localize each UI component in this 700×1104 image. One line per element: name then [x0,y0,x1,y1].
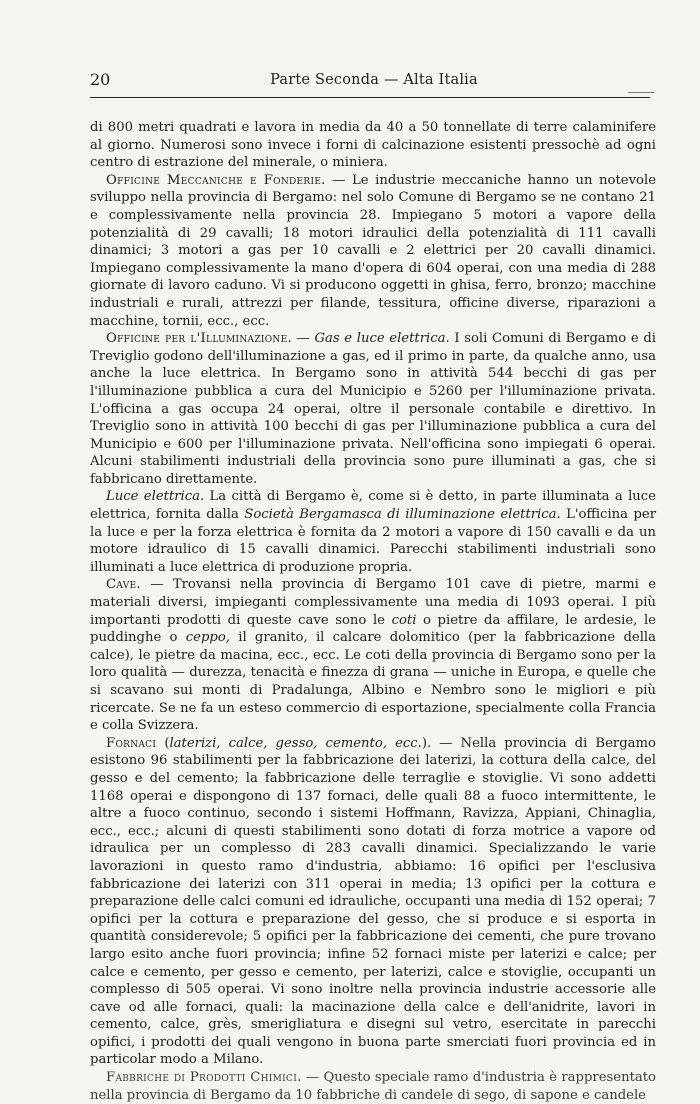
paragraph-text: — Le industrie meccaniche hanno un notevole sviluppo nella provincia di Bergamo: nel solo Comune di Bergamo se ne contano 21 e complessivamente nella provincia 28. Impiegano 5 motori a vapore della potenzialità di 29 cavalli; 18 motori idraulici della potenzialità di 111 cavalli dinamici; 3 motori a gas per 10 cavalli e 2 elettrici per 20 cavalli dinamici. Impiegano complessivamente la mano d'opera di 604 operai, con una media di 288 giornate di lavoro caduno. Vi si producono oggetti in ghisa, ferro, bronzo; macchine industriali e rurali, attrezzi per filande, tessitura, officine diverse, riparazioni a macchine, tornii, ecc., ecc. [90,172,656,329]
body-text [90,119,656,1104]
paragraph-text-end: il granito, il calcare dolomitico (per la fabbricazione della calce), le pietre da macina, ecc., ecc. Le coti della provincia di Bergamo sono per la loro qualità — durezza, tenacità e finezza di grana — uniche in Europa, e quelle che si scavano sui monti di Pradalunga, Albino e Nembro sono le migliori e più ricercate. Se ne fa un esteso commercio di esportazione, specialmente colla Francia e colla Svizzera. [90,630,656,734]
section-heading-lighting-workshops: Officine per l'Illuminazione. [106,331,292,347]
paragraph-lighting-workshops [90,330,656,488]
paragraph-text: — Trovansi nella provincia di Bergamo 101 cave di pietre, marmi e materiali diversi, impieganti complessivamente una media di 1093 operai. I più importanti prodotti di queste cave sono le [90,577,656,628]
paragraph-text: La città di Bergamo è, come si è detto, in parte illuminata a luce elettrica, fornita dalla [90,489,656,523]
paragraph-text: I soli Comuni di Bergamo e di Treviglio godono dell'illuminazione a gas, ed il primo in parte, da qualche anno, usa anche la luce elettrica. In Bergamo sono in attività 544 becchi di gas per l'illuminazione pubblica a cura del Municipio e 5260 per l'illuminazione privata. L'officina a gas occupa 24 operai, oltre il personale contabile e direttivo. In Treviglio sono in attività 100 becchi di gas per l'illuminazione pubblica a cura del Municipio e 600 per l'illuminazione privata. Nell'officina sono impiegati 6 operai. Alcuni stabilimenti industriali della provincia sono pure illuminati a gas, che si fabbricano direttamente. [90,331,656,487]
paragraph-chemical-products [90,1069,656,1104]
section-heading-quarries: Cave. [106,577,141,593]
section-heading-mechanical-workshops: Officine Meccaniche e Fonderie. [106,172,326,188]
header-rule [90,97,650,98]
term-ceppo: ceppo, [185,630,230,646]
paragraph-text: — Questo speciale ramo d'industria è rappresentato nella provincia di Bergamo da 10 fabbriche di candele di sego, di sapone e candele [90,1070,657,1103]
subheading-gas-electric: Gas e luce elettrica. [314,331,450,347]
paragraph-text: di 800 metri quadrati e lavora in media da 40 a 50 tonnellate di terre calaminifere al giorno. Numerosi sono invece i forni di calcinazione esistenti pressochè ad ogni centro di estrazione del minerale, o miniera. [90,120,656,171]
section-heading-kilns: Fornaci [106,735,157,751]
header-rule-tail [628,92,654,93]
paragraph-text: ). — Nella provincia di Bergamo esistono 96 stabilimenti per la fabbricazione dei laterizi, la cottura della calce, del gesso e del cemento; la fabbricazione delle terraglie e stoviglie. Vi sono addetti 1168 operai e dispongono di 137 fornaci, delle quali 88 a fuoco intermittente, le altre a fuoco continuo, secondo i sistemi Hoffmann, Ravizza, Appiani, Chinaglia, ecc., ecc.; alcuni di questi stabilimenti sono dotati di forza motrice a vapore od idraulica per un complesso di 283 cavalli dinamici. Specializzando le varie lavorazioni in questo ramo d'industria, abbiamo: 16 opifici per l'esclusiva fabbricazione dei laterizi con 311 operai in media; 13 opifici per la cottura e preparazione delle calci comuni ed idrauliche, occupanti una media di 152 operai; 7 opifici per la cottura e preparazione del gesso, che si produce e si esporta in quantità considerevole; 5 opifici per la fabbricazione dei cementi, che pure trovano largo esito anche fuori provincia; infine 52 fornaci miste per laterizi e calce; per calce e cemento, per gesso e cemento, per laterizi, calce e stoviglie, occupanti un complesso di 505 operai. Vi sono inoltre nella provincia industrie accessorie alle cave od alle fornaci, quali: la macinazione della calce e dell'anidrite, lavori in cemento, calce, grès, smerigliatura e disegni sul vetro, esercitate in parecchi opifici, i prodotti dei quali vengono in buona parte smerciati fuori provincia ed in particolar modo a Milano. [90,735,656,1068]
running-head: Parte Seconda — Alta Italia [270,72,478,88]
subheading-kiln-products: laterizi, calce, gesso, cemento, ecc. [169,735,422,751]
company-name: Società Bergamasca di illuminazione elettrica. [244,507,561,523]
paragraph-dash: — [291,331,315,347]
paragraph-text-continued: L'officina per la luce e per la forza elettrica è fornita da 2 motori a vapore di 150 cavalli e da un motore idraulico di 15 cavalli dinamici. Parecchi stabilimenti industriali sono illuminati a luce elettrica di produzione propria. [90,507,656,575]
page-number: 20 [90,70,111,89]
paragraph-kilns [90,735,656,1069]
section-heading-chemical-products: Fabbriche di Prodotti Chimici. [106,1070,302,1086]
paragraph-calamine-continuation [90,119,656,172]
term-coti: coti [391,612,417,628]
paragraph-text-continued: o pietre da affilare, le ardesie, le puddinghe o [90,612,656,646]
page-header [90,70,658,94]
paragraph-quarries [90,576,656,734]
paragraph-paren: ( [156,735,170,751]
subheading-electric-light: Luce elettrica. [106,489,205,505]
paragraph-mechanical-workshops [90,172,656,330]
paragraph-electric-light [90,488,656,576]
